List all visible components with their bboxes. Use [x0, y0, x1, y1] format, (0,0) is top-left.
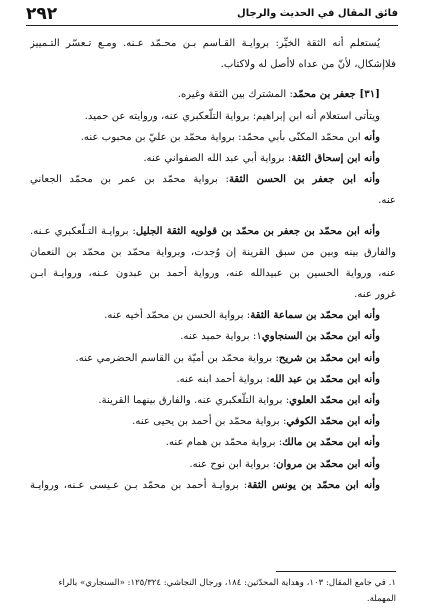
text-line: غرور عنه. [354, 289, 396, 301]
text-line: يُستعلم أنه الثقة الخيِّر: بروايـة القـاسم بـن محـمّد عـنه. ومـع تـعسّر التـمييز [30, 38, 380, 49]
text-line: وأنه ابن محمّد الكوفي: برواية محمّد بن أحمد بن يحيى عنه. [132, 415, 380, 428]
text-line: وأنه ابن إسحاق الثقة: برواية أبي عبد الله الصفواني عنه. [143, 151, 380, 164]
text-line: ويتأتى استعلام أنه ابن إبراهيم: برواية التلّعكبري عنه، وروايته عن حميد. [84, 110, 380, 122]
text-line: وأنه ابن محمّد بن السنجاوي١: برواية حميد عنه. [180, 330, 380, 343]
running-title: فائق المقال في الحديث والرجال [237, 8, 398, 19]
text-line: وأنه ابن محمّد العلوي: برواية التلّعكبري عنه. والفارق بينهما القرينة. [98, 394, 380, 406]
text-line: فلاإشكال، لأنّ من عداه لاأصل له ولاكتاب. [220, 59, 396, 71]
text-line: عنه. [378, 195, 396, 207]
text-line: عنه، ورواية الحسين بن عبيدالله عنه، ورواية أحمد بن عبدون عـنه، وروايـة ابـن [30, 267, 396, 279]
text-line: وأنه ابن محمّد بن شريح: برواية محمّد بن أميّة بن القاسم الحضرمي عنه. [75, 351, 380, 364]
page-header [26, 4, 398, 26]
text-line: وأنه ابن محمّد بن يونس الثقة: بروايـة أحمد بن محمّد بـن عـيسى عـنه، وروايـة [30, 478, 380, 491]
page-number: ٢٩٢ [26, 4, 58, 24]
entry-heading: [٣١] جعفر بن محمّد: المشترك بين الثقة وغيره. [177, 88, 380, 101]
footnote-line: ١. في جامع المقال: ١٠٣، وهداية المحدّثين: ١٨٤، ورجال النجاشي: ١٢٥/٣٢٤: «السنجاري» بالراء [58, 578, 396, 588]
footnote-line: المهملة. [366, 594, 396, 604]
header-rule [26, 25, 398, 26]
text-line: وأنه ابن محمّد بن جعفر بن محمّد بن قولويه الثقة الجليل: بروايـة التـلّعكبري عـنه. [30, 224, 380, 237]
text-line: والفارق بينه وبين من سبق القرينة إن وُجدت، وبرواية محمّد بن محمّد بن النعمان [30, 246, 396, 258]
text-line: وأنه ابن جعفر بن الحسن الثقة: برواية محمّد بن عمر بن محمّد الجعاني [30, 173, 380, 186]
text-line: وأنه ابن محمّد بن عبد الله: برواية أحمد ابنه عنه. [176, 372, 380, 385]
footnote [30, 575, 396, 607]
page-body [30, 33, 396, 496]
text-line: وأنه ابن محمّد بن مروان: برواية ابن نوح عنه. [189, 457, 380, 470]
text-line: وأنه ابن محمّد بن مالك: برواية محمّد بن همام عنه. [165, 436, 380, 449]
text-line: وأنه ابن محمّد بن سماعة الثقة: برواية الحسن بن محمّد أخيه عنه. [104, 309, 380, 322]
text-line: وأنه ابن محمّد المكنّى بأبي محمّد: برواية محمّد بن عليّ بن محبوب عنه. [80, 130, 380, 143]
footnote-rule [276, 571, 396, 572]
